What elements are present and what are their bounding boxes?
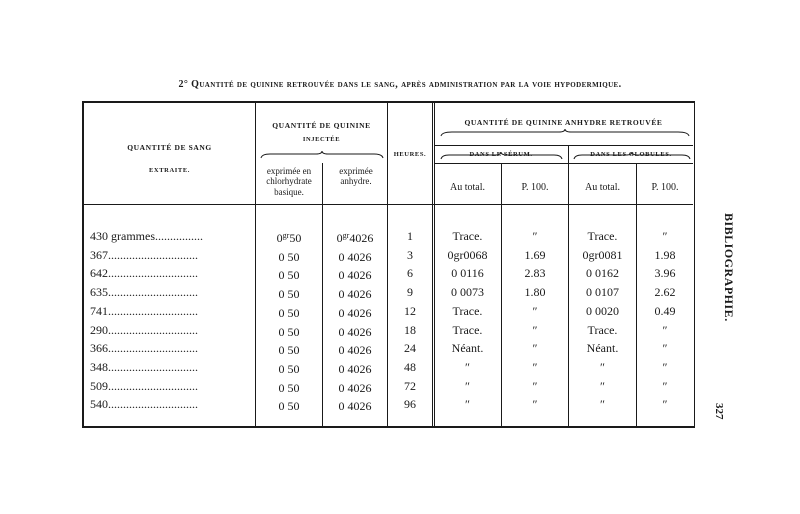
cell-serum-total: ″ [465, 397, 470, 412]
cell-chlorhydrate-integer: 0 50 [278, 324, 300, 339]
header-quinine-injectee: QUANTITÉ DE QUININE [272, 121, 371, 130]
header-serum-total: Au total. [450, 182, 485, 193]
cell-serum-total: Trace. [452, 229, 483, 243]
cell-chlorhydrate-integer: 0 50 [278, 399, 300, 414]
cell-globules-total: ″ [600, 378, 605, 393]
cell-anhydre-decimal: 4026 [349, 231, 374, 245]
cell-chlorhydrate-integer: 0 50 [278, 268, 300, 283]
table-row [84, 358, 697, 376]
cell-heures: 48 [404, 359, 416, 374]
cell-globules-pct: 0.49 [654, 303, 676, 318]
cell-chlorhydrate-integer: 0 50 [278, 287, 300, 302]
header-chlorhydrate: exprimée en chlorhydrate basique. [266, 166, 312, 197]
cell-heures: 18 [404, 322, 416, 337]
cell-globules-pct: ″ [662, 341, 668, 356]
header-serum: DANS LE SÉRUM. [469, 151, 533, 158]
table-row [84, 227, 697, 245]
cell-serum-pct: ″ [532, 341, 538, 356]
cell-heures: 6 [407, 266, 413, 281]
cell-globules-pct: ″ [662, 378, 668, 393]
cell-globules-pct: ″ [662, 397, 668, 412]
header-globules-pct: P. 100. [651, 182, 679, 193]
header-sang-sub: EXTRAITE. [149, 167, 190, 174]
cell-anhydre-integer: 0 4026 [338, 380, 372, 395]
table-row [84, 395, 697, 413]
table-row [84, 302, 697, 320]
cell-sang: 367.............................. [90, 247, 198, 262]
cell-anhydre [323, 227, 387, 247]
cell-serum-pct: 1.69 [524, 247, 546, 262]
cell-sang: 348.............................. [90, 359, 198, 374]
cell-anhydre-unit: gr [342, 231, 350, 240]
header-heures: HEURES. [393, 151, 427, 158]
cell-sang: 430 grammes................ [90, 229, 203, 243]
cell-serum-pct: ″ [532, 378, 538, 393]
table-row [84, 283, 697, 301]
cell-chlorhydrate [256, 395, 322, 415]
cell-anhydre [323, 321, 387, 341]
cell-anhydre-integer: 0 [336, 231, 343, 245]
header-sang: QUANTITÉ DE SANG [127, 143, 212, 152]
cell-anhydre-integer: 0 4026 [338, 343, 372, 358]
cell-serum-pct: ″ [532, 303, 538, 318]
cell-chlorhydrate-integer: 0 50 [278, 380, 300, 395]
header-globules-total: Au total. [585, 182, 620, 193]
cell-anhydre [323, 246, 387, 266]
cell-chlorhydrate [256, 302, 322, 322]
cell-serum-total: ″ [465, 359, 470, 374]
cell-anhydre-integer: 0 4026 [338, 249, 372, 264]
header-anhydre: exprimée anhydre. [339, 166, 373, 187]
cell-globules-pct: 1.98 [654, 247, 676, 262]
cell-anhydre [323, 358, 387, 378]
cell-anhydre [323, 264, 387, 284]
cell-chlorhydrate-integer: 0 50 [278, 343, 300, 358]
cell-chlorhydrate [256, 321, 322, 341]
cell-globules-total: ″ [600, 359, 605, 374]
cell-chlorhydrate-integer: 0 [276, 231, 283, 245]
cell-chlorhydrate-integer: 0 50 [278, 249, 300, 264]
cell-globules-pct: 3.96 [654, 266, 676, 281]
cell-sang: 642.............................. [90, 266, 198, 281]
cell-globules-pct: ″ [662, 359, 668, 374]
cell-serum-total: Trace. [452, 322, 483, 337]
cell-serum-total: Trace. [452, 303, 483, 318]
cell-serum-total: 0 0116 [451, 266, 484, 281]
cell-sang: 366.............................. [90, 341, 198, 356]
cell-serum-total: Néant. [451, 341, 484, 356]
header-quinine-retrouvee: QUANTITÉ DE QUININE ANHYDRE RETROUVÉE [464, 118, 663, 127]
cell-chlorhydrate [256, 339, 322, 359]
cell-anhydre-integer: 0 4026 [338, 305, 372, 320]
data-table [82, 101, 695, 428]
cell-anhydre [323, 339, 387, 359]
table-title: 2° Quantité de quinine retrouvée dans le sang, après administration par la voie hypodermique. [178, 79, 622, 90]
cell-heures: 24 [404, 341, 416, 356]
cell-chlorhydrate [256, 227, 322, 247]
cell-heures: 12 [404, 303, 416, 318]
header-serum-pct: P. 100. [521, 182, 549, 193]
cell-serum-pct: ″ [532, 397, 538, 412]
cell-heures: 3 [407, 247, 413, 262]
cell-sang: 635.............................. [90, 285, 198, 300]
cell-anhydre [323, 302, 387, 322]
cell-heures: 9 [407, 285, 413, 300]
running-head: BIBLIOGRAPHIE. [722, 213, 736, 322]
header-injectee-sub: INJECTÉE [302, 136, 341, 143]
table-row [84, 264, 697, 282]
cell-sang: 540.............................. [90, 397, 198, 412]
cell-heures: 72 [404, 378, 416, 393]
header-globules: DANS LES GLOBULES. [590, 151, 672, 158]
table-row [84, 321, 697, 339]
cell-chlorhydrate-integer: 0 50 [278, 361, 300, 376]
table-row [84, 377, 697, 395]
cell-serum-pct: ″ [532, 359, 538, 374]
cell-chlorhydrate [256, 377, 322, 397]
cell-heures: 96 [404, 397, 416, 412]
table-row [84, 246, 697, 264]
cell-globules-total: 0 0107 [586, 285, 619, 300]
cell-anhydre-integer: 0 4026 [338, 361, 372, 376]
cell-anhydre [323, 283, 387, 303]
cell-serum-total: 0 0073 [451, 285, 484, 300]
cell-globules-total: Trace. [587, 229, 618, 243]
cell-globules-total: Trace. [587, 322, 618, 337]
cell-serum-total: 0gr0068 [447, 247, 488, 262]
table-row [84, 339, 697, 357]
cell-globules-pct: 2.62 [654, 285, 676, 300]
cell-sang: 290.............................. [90, 322, 198, 337]
cell-serum-pct: 2.83 [524, 266, 546, 281]
cell-serum-pct: 1.80 [524, 285, 546, 300]
cell-globules-pct: ″ [662, 322, 668, 337]
cell-globules-total: ″ [600, 397, 605, 412]
cell-heures: 1 [407, 229, 413, 243]
cell-chlorhydrate [256, 358, 322, 378]
cell-globules-total: 0gr0081 [582, 247, 623, 262]
cell-sang: 509.............................. [90, 378, 198, 393]
brace-retrouvee [440, 129, 690, 137]
cell-globules-pct: ″ [662, 229, 668, 243]
cell-chlorhydrate [256, 246, 322, 266]
cell-serum-pct: ″ [532, 322, 538, 337]
cell-chlorhydrate-integer: 0 50 [278, 305, 300, 320]
page-number: 327 [713, 403, 725, 420]
cell-globules-total: Néant. [586, 341, 619, 356]
cell-chlorhydrate-decimal: 50 [289, 231, 302, 245]
cell-serum-total: ″ [465, 378, 470, 393]
cell-serum-pct: ″ [532, 229, 538, 243]
cell-globules-total: 0 0162 [586, 266, 619, 281]
cell-anhydre-integer: 0 4026 [338, 287, 372, 302]
brace-injectee [260, 151, 384, 159]
cell-anhydre-integer: 0 4026 [338, 324, 372, 339]
cell-sang: 741.............................. [90, 303, 198, 318]
cell-anhydre [323, 395, 387, 415]
cell-anhydre [323, 377, 387, 397]
cell-chlorhydrate [256, 264, 322, 284]
cell-chlorhydrate [256, 283, 322, 303]
cell-anhydre-integer: 0 4026 [338, 268, 372, 283]
cell-globules-total: 0 0020 [586, 303, 619, 318]
cell-anhydre-integer: 0 4026 [338, 399, 372, 414]
cell-chlorhydrate-unit: gr [282, 231, 290, 240]
